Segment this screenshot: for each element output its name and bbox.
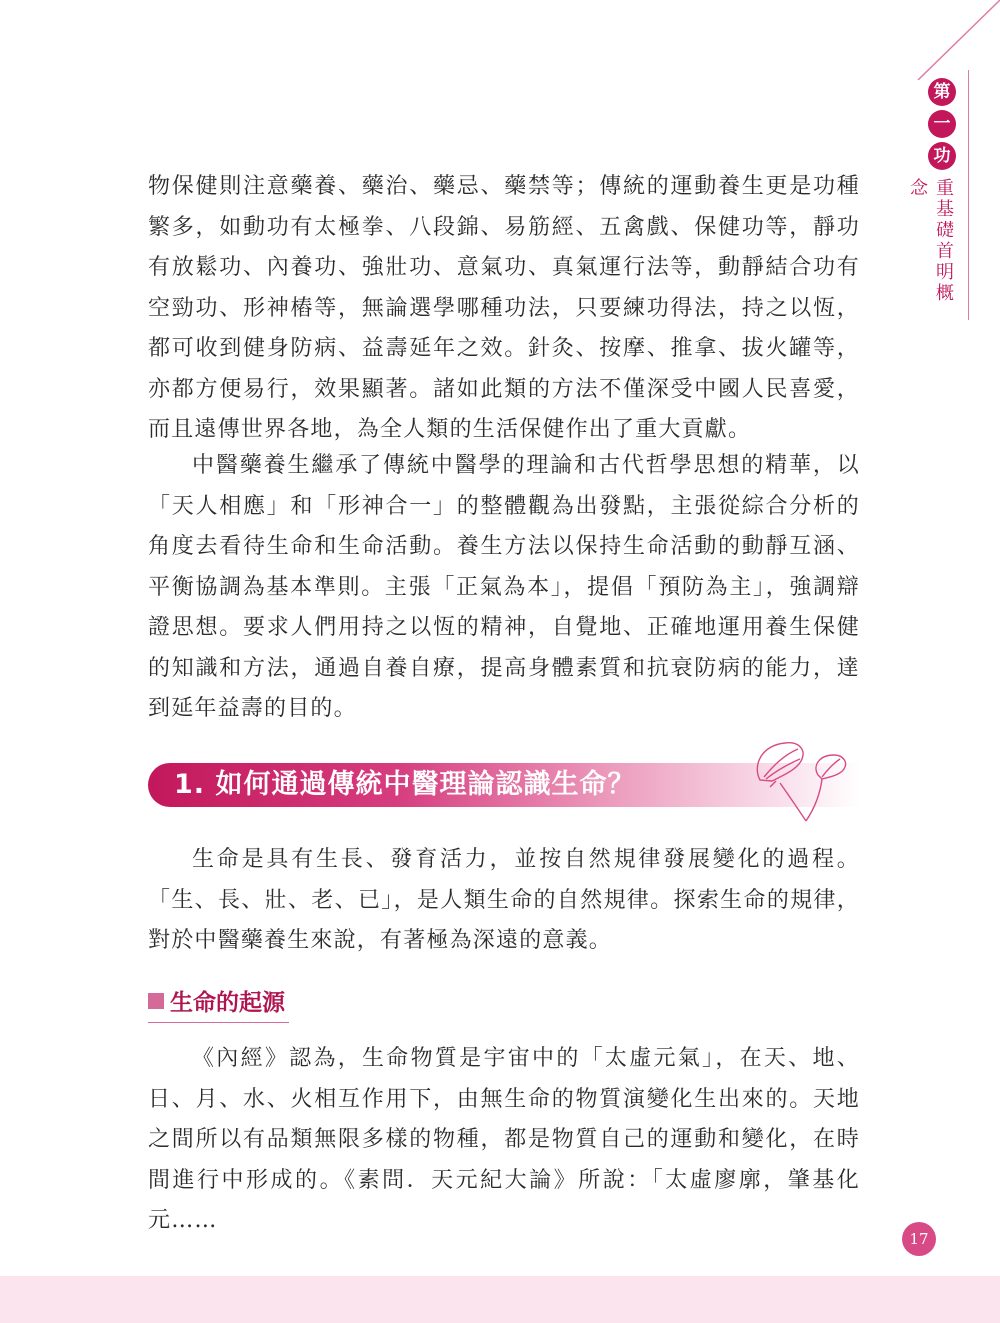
footer-band xyxy=(0,1276,1000,1323)
section-heading-title: 1. 如何通過傳統中醫理論認識生命？ xyxy=(174,769,636,800)
chapter-subtitle: 重基礎首明概念 xyxy=(907,178,954,304)
chapter-tab xyxy=(907,70,969,320)
paragraph-2: 中醫藥養生繼承了傳統中醫學的理論和古代哲學思想的精華，以「天人相應」和「形神合一」的整體觀為出發點，主張從綜合分析的角度去看待生命和生命活動。養生方法以保持生命活動的動靜互涵、平衡協調為基本準則。主張「正氣為本」，提倡「預防為主」，強調辯證思想。要求人們用持之以恆的精神，自覺地、正確地運用養生保健的知識和方法，通過自養自療，提高身體素質和抗衰防病的能力，達到延年益壽的目的。 xyxy=(148,453,860,721)
paragraph-1: 物保健則注意藥養、藥治、藥忌、藥禁等；傳統的運動養生更是功種繁多，如動功有太極拳、八段錦、易筋經、五禽戲、保健功等，靜功有放鬆功、內養功、強壯功、意氣功、真氣運行法等，動靜結合功有空勁功、形神樁等，無論選學哪種功法，只要練功得法，持之以恆，都可收到健身防病、益壽延年之效。針灸、按摩、推拿、拔火罐等，亦都方便易行，效果顯著。諸如此類的方法不僅深受中國人民喜愛，而且遠傳世界各地，為全人類的生活保健作出了重大貢獻。 xyxy=(148,174,860,442)
paragraph-4: 《內經》認為，生命物質是宇宙中的「太虛元氣」，在天、地、日、月、水、火相互作用下，由無生命的物質演變化生出來的。天地之間所以有品類無限多樣的物種，都是物質自己的運動和變化，在時間進行中形成的。《素問．天元紀大論》所說：「太虛廖廓，肇基化元…… xyxy=(148,1046,860,1233)
page-number: 17 xyxy=(902,1222,936,1256)
subsection-heading-title: 生命的起源 xyxy=(170,990,285,1016)
corner-decoration xyxy=(0,0,1000,80)
square-bullet-icon xyxy=(148,993,164,1009)
subsection-heading xyxy=(148,986,289,1023)
paragraph-3: 生命是具有生長、發育活力，並按自然規律發展變化的過程。「生、長、壯、老、已」，是人類生命的自然規律。探索生命的規律，對於中醫藥養生來說，有著極為深遠的意義。 xyxy=(148,847,860,953)
chapter-mark-2: 一 xyxy=(928,110,956,138)
chapter-mark-3: 功 xyxy=(928,142,956,170)
chapter-mark-1: 第 xyxy=(928,78,956,106)
ginkgo-leaf-icon xyxy=(740,735,860,825)
